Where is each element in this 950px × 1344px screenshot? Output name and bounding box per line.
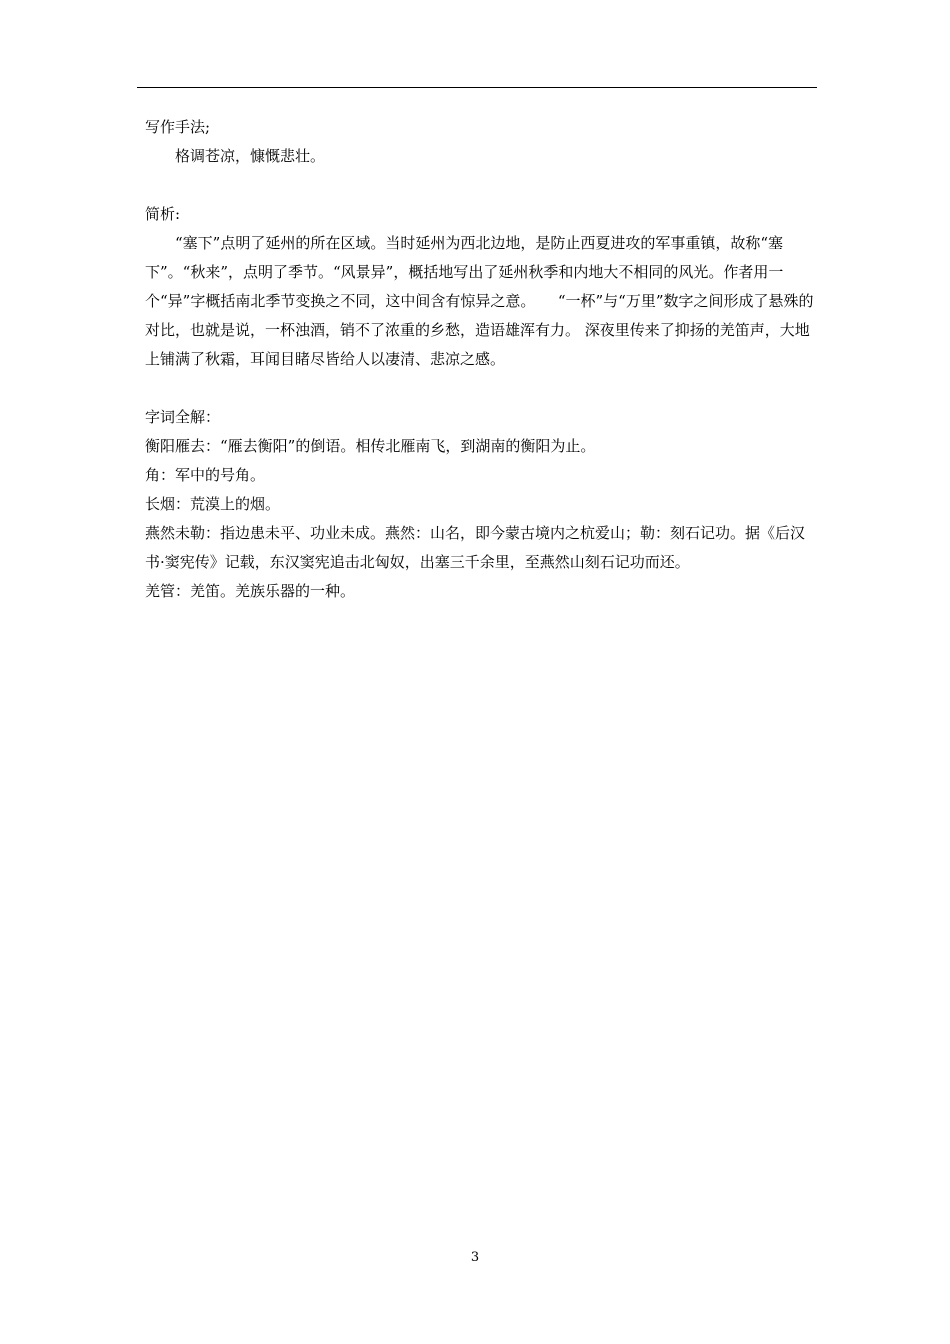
spacer — [145, 171, 817, 200]
spacer — [145, 374, 817, 403]
document-body — [145, 113, 817, 606]
header-rule — [137, 87, 817, 88]
glossary-entry-qiangguan: 羌管：羌笛。羌族乐器的一种。 — [145, 582, 356, 600]
writing-technique-text: 格调苍凉，慷慨悲壮。 — [175, 147, 326, 165]
page-number: 3 — [470, 1250, 480, 1265]
glossary-entry-hengyang: 衡阳雁去：“雁去衡阳”的倒语。相传北雁南飞，到湖南的衡阳为止。 — [145, 437, 596, 455]
glossary-entry-jiao: 角：军中的号角。 — [145, 466, 266, 484]
analysis-paragraph: “塞下”点明了延州的所在区域。当时延州为西北边地，是防止西夏进攻的军事重镇，故称“塞下”。“秋来”，点明了季节。“风景异”，概括地写出了延州秋季和内地大不相同的风光。作者用一个“异”字概括南北季节变换之不同，这中间含有惊异之意。 “一杯”与“万里”数字之间形成了悬殊的对比，也就是说，一杯浊酒，销不了浓重的乡愁，造语雄浑有力。 深夜里传来了抑扬的羌笛声，大地上铺满了秋霜，耳闻目睹尽皆给人以凄清、悲凉之感。 — [145, 234, 814, 368]
glossary-entry-changyan: 长烟：荒漠上的烟。 — [145, 495, 281, 513]
glossary-entry-yanran: 燕然未勒：指边患未平、功业未成。燕然：山名，即今蒙古境内之杭爱山；勒：刻石记功。据《后汉书·窦宪传》记载，东汉窦宪追击北匈奴，出塞三千余里，至燕然山刻石记功而还。 — [145, 524, 806, 571]
section-heading-glossary: 字词全解： — [145, 408, 221, 426]
section-heading-analysis: 简析: — [145, 205, 181, 223]
section-heading-writing-technique: 写作手法; — [145, 118, 211, 136]
